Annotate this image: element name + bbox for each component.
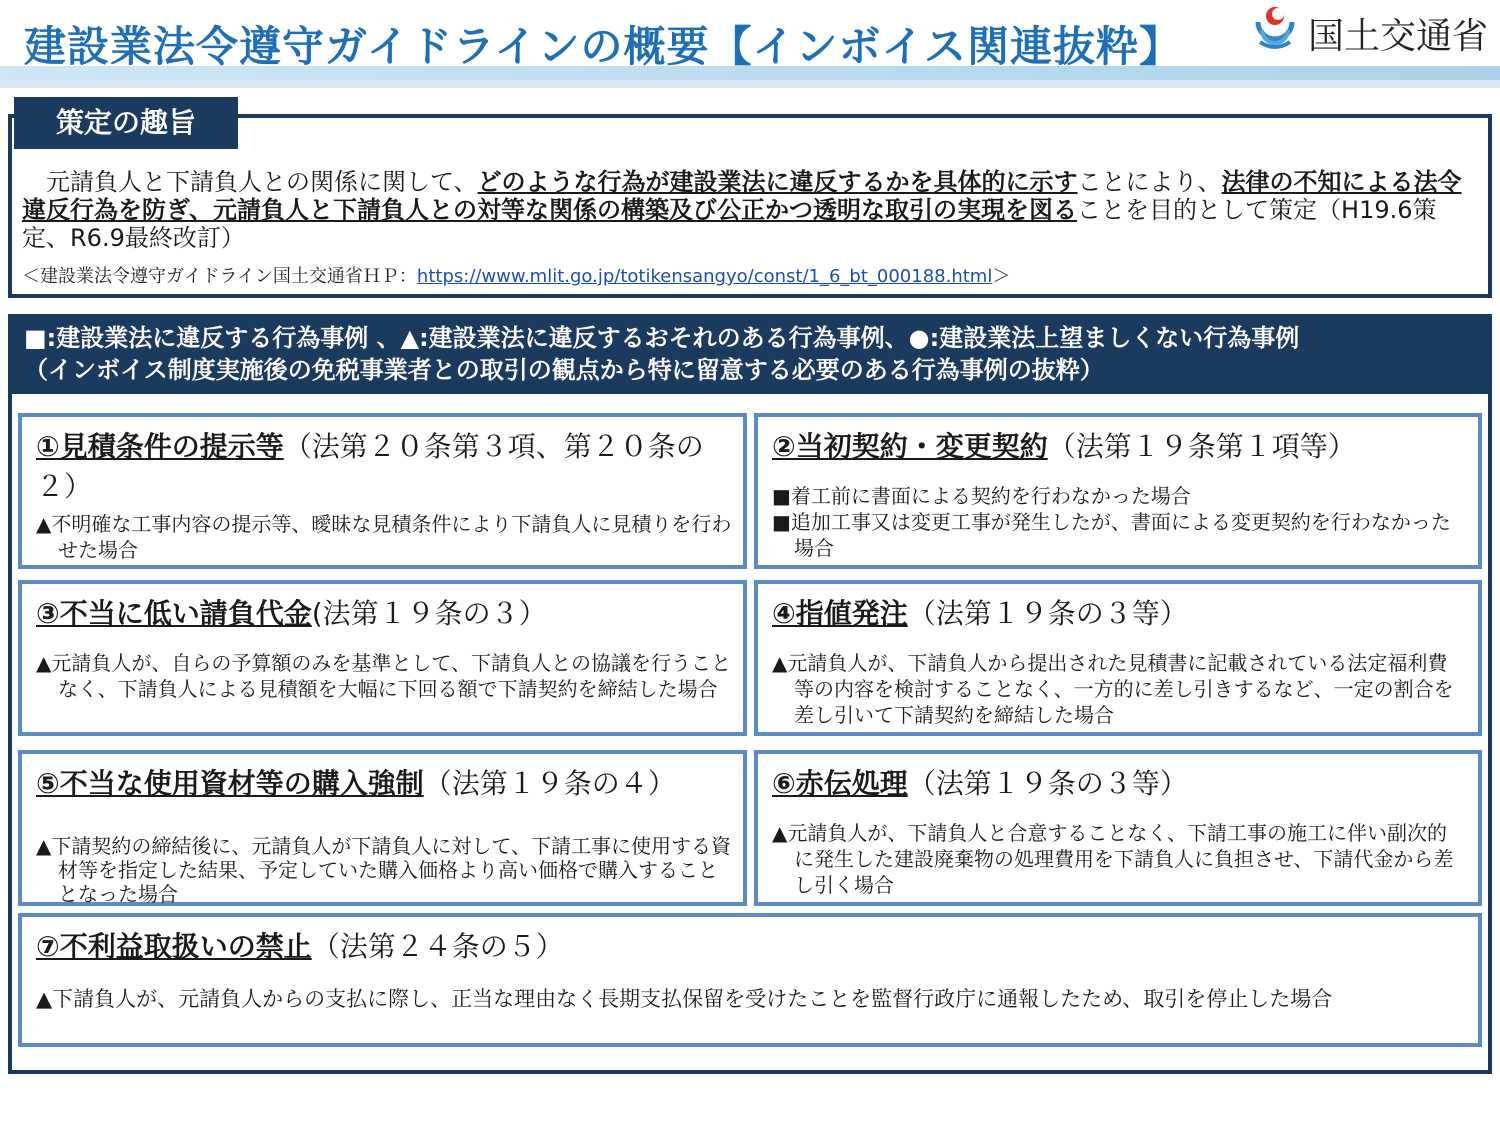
ministry-logo [1252, 4, 1500, 57]
case-title: ⑥赤伝処理（法第１９条の３等） [772, 767, 1188, 800]
cases-legend [10, 314, 1488, 394]
ministry-name: 国土交通省 [1308, 16, 1489, 57]
case-box-unfair-low-price [18, 580, 747, 736]
reference-line [22, 262, 1010, 288]
reference-suffix: ＞ [992, 266, 1011, 287]
case-title: ③不当に低い請負代金(法第１９条の３） [36, 597, 547, 630]
case-item: ▲下請負人が、元請負人からの支払に際し、正当な理由なく長期支払保留を受けたことを監督行政庁に通報したため、取引を停止した場合 [36, 987, 1333, 1011]
case-items [36, 511, 736, 563]
mlit-logo-icon [1252, 4, 1298, 54]
case-title: ①見積条件の提示等（法第２０条第３項、第２０条の２） [36, 430, 704, 503]
case-box-red-slip [754, 750, 1482, 906]
purpose-text-1: 元請負人と下請負人との関係に関して、 [46, 168, 478, 196]
reference-prefix: ＜建設業法令遵守ガイドライン国土交通省ＨＰ： [22, 266, 417, 287]
case-item: ■着工前に書面による契約を行わなかった場合 [772, 484, 1191, 508]
purpose-text-2: ことにより、 [1077, 168, 1222, 196]
case-title: ⑤不当な使用資材等の購入強制（法第１９条の４） [36, 767, 676, 800]
case-title: ⑦不利益取扱いの禁止（法第２４条の５） [36, 930, 564, 963]
case-title: ②当初契約・変更契約（法第１９条第１項等） [772, 430, 1356, 463]
reference-link[interactable]: https://www.mlit.go.jp/totikensangyo/const/1_6_bt_000188.html [416, 266, 993, 287]
case-box-price-dictation [754, 580, 1482, 736]
case-items [36, 834, 736, 906]
cases-legend-line2: （インボイス制度実施後の免税事業者との取引の観点から特に留意する必要のある行為事例の抜粋） [24, 356, 1104, 384]
purpose-tab-label: 策定の趣旨 [14, 97, 238, 149]
case-box-disadvantageous-treatment [18, 913, 1482, 1047]
page-title: 建設業法令遵守ガイドラインの概要【インボイス関連抜粋】 [24, 22, 1183, 71]
case-items [36, 650, 736, 702]
purpose-text-3: ことを目的として策定（H19.6策定、R6.9最終改訂） [22, 196, 1437, 252]
case-items [772, 820, 1462, 898]
purpose-text [22, 168, 1466, 252]
case-title: ④指値発注（法第１９条の３等） [772, 597, 1188, 630]
case-item: ▲元請負人が、自らの予算額のみを基準として、下請負人との協議を行うことなく、下請負人による見積額を大幅に下回る額で下請契約を締結した場合 [36, 651, 731, 701]
case-item: ▲元請負人が、下請負人から提出された見積書に記載されている法定福利費等の内容を検討することなく、一方的に差し引きするなど、一定の割合を差し引いて下請契約を締結した場合 [772, 651, 1454, 727]
case-items [36, 985, 1466, 1013]
case-item: ▲不明確な工事内容の提示等、曖昧な見積条件により下請負人に見積りを行わせた場合 [36, 512, 732, 562]
case-box-forced-purchase [18, 750, 747, 906]
case-box-estimate-conditions [18, 413, 747, 569]
case-items [772, 650, 1462, 728]
header-stripe-light [0, 80, 1500, 88]
purpose-text-2-underlined: 法律の不知による法令違反行為を防ぎ、元請負人と下請負人との対等な関係の構築及び公正かつ透明な取引の実現を図る [22, 168, 1462, 224]
case-items [772, 483, 1462, 561]
case-box-initial-contract [754, 413, 1482, 569]
case-item: ■追加工事又は変更工事が発生したが、書面による変更契約を行わなかった場合 [772, 510, 1451, 560]
case-item: ▲元請負人が、下請負人と合意することなく、下請工事の施工に伴い副次的に発生した建設廃棄物の処理費用を下請負人に負担させ、下請代金から差し引く場合 [772, 821, 1454, 897]
cases-legend-line1: ■:建設業法に違反する行為事例 、▲:建設業法に違反するおそれのある行為事例、●:建設業法上望ましくない行為事例 [24, 324, 1300, 352]
page-header [0, 0, 1500, 92]
case-item: ▲下請契約の締結後に、元請負人が下請負人に対して、下請工事に使用する資材等を指定した結果、予定していた購入価格より高い価格で購入することとなった場合 [36, 834, 731, 906]
purpose-text-1-underlined: どのような行為が建設業法に違反するかを具体的に示す [477, 168, 1078, 196]
